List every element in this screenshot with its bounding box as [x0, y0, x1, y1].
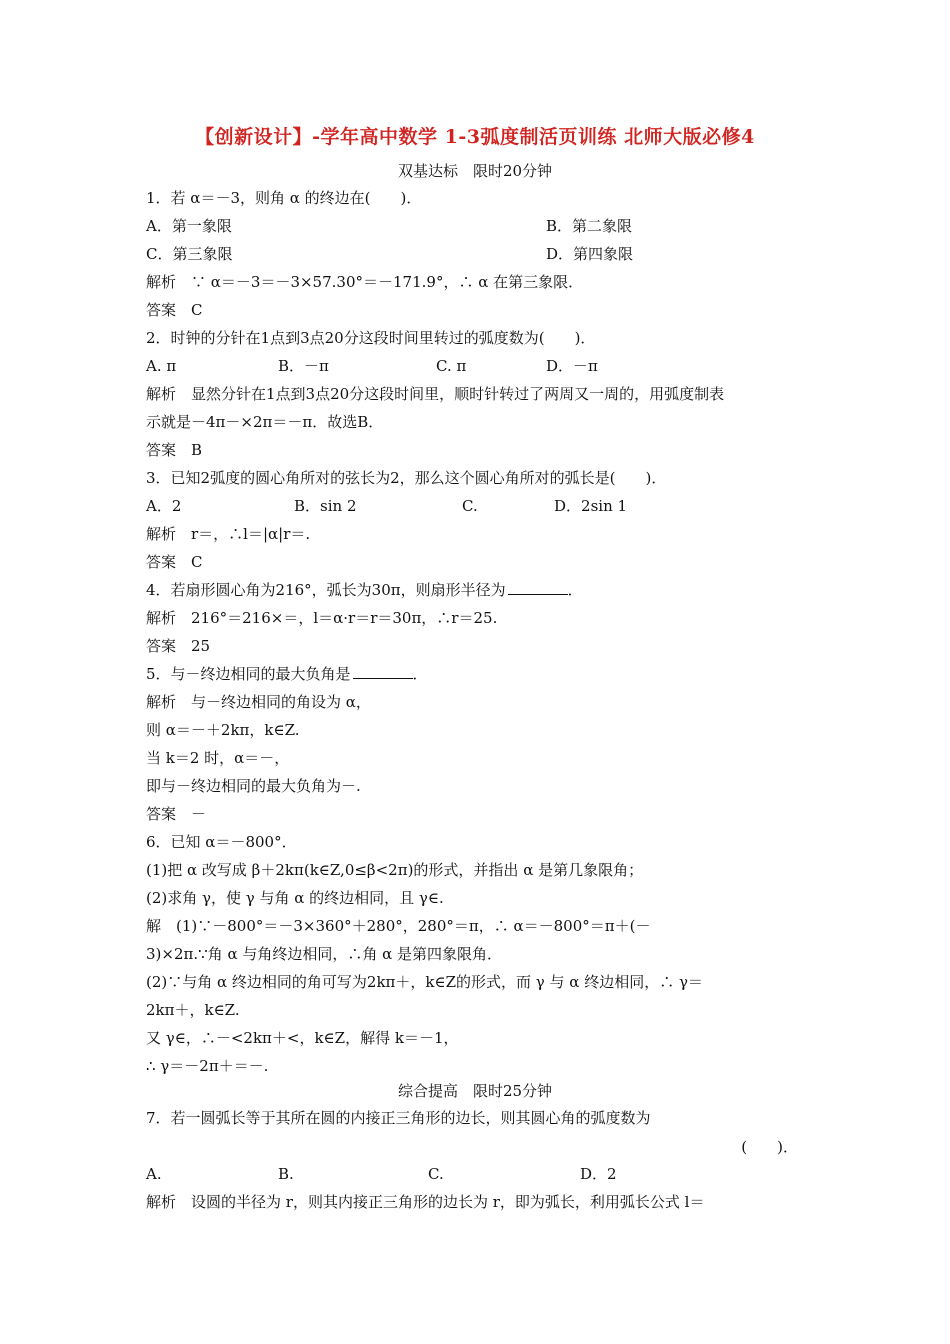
q1-option-b: B．第二象限 [546, 217, 633, 235]
q3-answer: 答案 C [146, 553, 203, 571]
q4-stem-text: 4．若扇形圆心角为216°，弧长为30π，则扇形半径为 [146, 581, 506, 599]
q7-paren: ( )． [741, 1138, 798, 1156]
q1-answer: 答案 C [146, 301, 203, 319]
q3-option-c: C. [462, 497, 478, 515]
q3-analysis: 解析 r＝，∴l＝|α|r＝. [146, 525, 311, 543]
q6-solution-line2: 3)×2π.∵角 α 与角终边相同，∴角 α 是第四象限角． [146, 945, 503, 963]
q7-option-a: A. [146, 1165, 162, 1183]
section-header-comprehensive: 综合提高 限时25分钟 [397, 1082, 553, 1100]
q6-solution-line6: ∴ γ＝－2π＋＝－. [146, 1057, 269, 1075]
q2-analysis-line1: 解析 显然分针在1点到3点20分这段时间里，顺时针转过了两周又一周的，用弧度制表 [146, 385, 725, 403]
q6-solution-line5: 又 γ∈，∴－<2kπ＋<，k∈Z，解得 k＝－1， [146, 1029, 459, 1047]
q6-solution-line3: (2)∵与角 α 终边相同的角可写为2kπ＋，k∈Z的形式，而 γ 与 α 终边相同，∴ γ＝ [146, 973, 703, 991]
q6-part-2: (2)求角 γ，使 γ 与角 α 的终边相同，且 γ∈. [146, 889, 444, 907]
q2-option-b: B．－π [278, 357, 329, 375]
q5-stem-text: 5．与－终边相同的最大负角是 [146, 665, 351, 683]
q2-analysis-line2: 示就是－4π－×2π＝－π．故选B． [146, 413, 384, 431]
question-1-stem: 1．若 α＝－3，则角 α 的终边在( )． [146, 189, 422, 207]
q5-analysis-line1: 解析 与－终边相同的角设为 α， [146, 693, 371, 711]
q1-option-a: A．第一象限 [146, 217, 232, 235]
q1-analysis: 解析 ∵ α＝－3＝－3×57.30°＝－171.9°，∴ α 在第三象限． [146, 273, 584, 291]
question-2-stem: 2．时钟的分针在1点到3点20分这段时间里转过的弧度数为( )． [146, 329, 596, 347]
q5-analysis-line4: 即与－终边相同的最大负角为－. [146, 777, 361, 795]
q4-answer: 答案 25 [146, 637, 211, 655]
q4-analysis: 解析 216°＝216×＝，l＝α·r＝r＝30π，∴r＝25. [146, 609, 498, 627]
question-7-stem: 7．若一圆弧长等于其所在圆的内接正三角形的边长，则其圆心角的弧度数为 [146, 1109, 651, 1127]
q2-option-a: A. π [146, 357, 177, 375]
q1-option-c: C．第三象限 [146, 245, 233, 263]
q5-blank [353, 664, 413, 679]
q3-option-b: B．sin 2 [294, 497, 357, 515]
question-4-stem [146, 580, 583, 600]
q2-option-d: D．－π [546, 357, 598, 375]
q1-option-d: D．第四象限 [546, 245, 634, 263]
question-3-stem: 3．已知2弧度的圆心角所对的弦长为2，那么这个圆心角所对的弧长是( )． [146, 469, 667, 487]
q6-solution-line1: 解 (1)∵－800°＝－3×360°＋280°，280°＝π，∴ α＝－800°＝π＋(－ [146, 917, 651, 935]
q2-option-c: C. π [436, 357, 467, 375]
q7-option-b: B. [278, 1165, 294, 1183]
q2-answer: 答案 B [146, 441, 203, 459]
q5-analysis-line3: 当 k＝2 时，α＝－， [146, 749, 290, 767]
q4-blank [508, 580, 568, 595]
q5-answer: 答案 － [146, 805, 207, 823]
q7-option-c: C. [428, 1165, 444, 1183]
question-6-stem: 6．已知 α＝－800°． [146, 833, 297, 851]
q5-analysis-line2: 则 α＝－＋2kπ，k∈Z. [146, 721, 300, 739]
question-5-stem [146, 664, 428, 684]
q6-solution-line4: 2kπ＋，k∈Z. [146, 1001, 240, 1019]
q7-option-d: D．2 [580, 1165, 617, 1183]
q4-stem-end: ． [567, 581, 583, 599]
q6-part-1: (1)把 α 改写成 β＋2kπ(k∈Z,0≤β<2π)的形式，并指出 α 是第几象限角； [146, 861, 644, 879]
q5-stem-end: ． [412, 665, 428, 683]
page-title: 【创新设计】-学年高中数学 1-3弧度制活页训练 北师大版必修4 [195, 126, 755, 148]
q3-option-d: D．2sin 1 [554, 497, 628, 515]
q7-analysis: 解析 设圆的半径为 r，则其内接正三角形的边长为 r，即为弧长，利用弧长公式 l＝ [146, 1193, 705, 1211]
section-header-basic: 双基达标 限时20分钟 [397, 162, 553, 180]
q3-option-a: A．2 [146, 497, 182, 515]
